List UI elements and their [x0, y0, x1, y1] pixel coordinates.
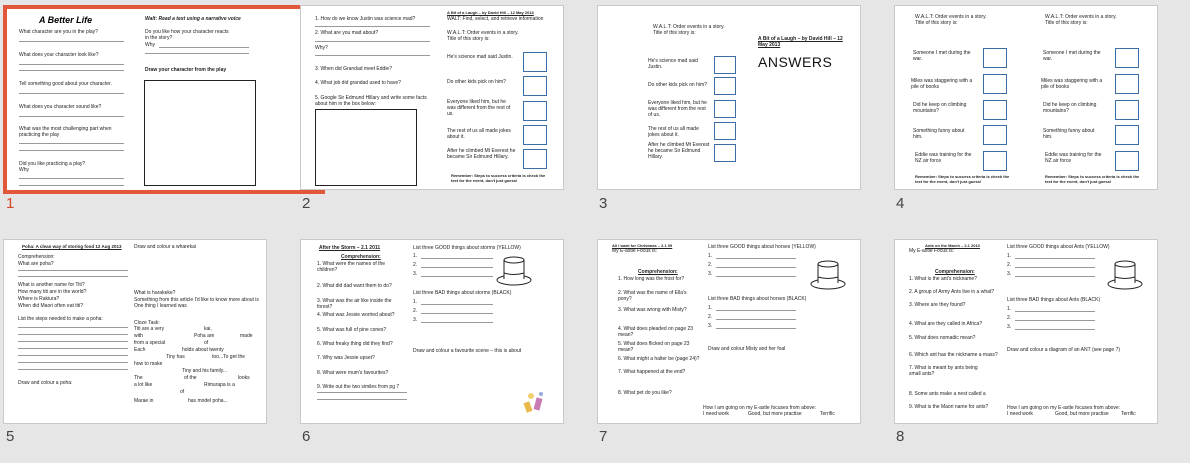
cloze-text: Titi are a very: [134, 326, 165, 332]
question: What character are you in the play?: [19, 29, 98, 35]
question: 5. What does nomadic mean?: [909, 335, 976, 341]
list-number: 3.: [708, 271, 713, 277]
event: Eddie was training for the NZ air force: [915, 152, 972, 164]
slide-number-6: 6: [302, 428, 311, 445]
question: 7. Why was Jessie upset?: [317, 355, 375, 361]
top-hat-icon: [1107, 256, 1143, 290]
question: 1. How long was the frost for?: [618, 276, 685, 282]
drawing-box: [144, 80, 256, 186]
question: 2. What was the name of Ella's pony?: [618, 290, 687, 302]
question: Did you like practicing a play?: [19, 161, 86, 167]
cloze-text: too...To get the: [212, 354, 246, 360]
slide-header: Ants on the March – 2.1 2010: [925, 243, 980, 248]
focus-progress: How I am going on my E-astle focuses from above:: [703, 405, 817, 411]
slide-header: After the Storm – 2.1 2011: [319, 245, 381, 251]
title-question: Title of this story is:: [915, 20, 958, 26]
cloze-text: from a special: [134, 340, 166, 346]
slide-thumbnail-3[interactable]: [597, 5, 861, 190]
list-number: 2.: [413, 262, 418, 268]
question: 5. Google Sir Edmund Hillary and write some facts: [315, 95, 427, 101]
list-number: 3.: [1007, 324, 1012, 330]
event: Someone I met during the war.: [913, 50, 971, 62]
cloze-text: Rimurapa is a: [204, 382, 235, 388]
cloze-text: Each: [134, 347, 146, 353]
slide-thumbnail-2[interactable]: [300, 5, 564, 190]
list-number: 2.: [413, 308, 418, 314]
title-question: Title of this story is:: [447, 36, 490, 42]
draw-instruction: Draw and colour a wharekai: [134, 244, 196, 250]
event: After he climbed Mt Everest he became Sir Edmund Hillary.: [447, 148, 516, 160]
list-number: 3.: [413, 271, 418, 277]
slide-thumbnail-1[interactable]: [3, 5, 325, 194]
event: Eddie was training for the NZ air force: [1045, 152, 1102, 164]
slide-thumbnail-4[interactable]: [894, 5, 1158, 190]
question: What are poha?: [18, 261, 54, 267]
cloze-text: Tiny and his family...: [182, 368, 228, 374]
event: He's science mad said Justin.: [648, 58, 698, 70]
slide-header: All I want for Christmas – 2.1 09: [612, 243, 673, 248]
list-number: 2.: [1007, 315, 1012, 321]
rating-option[interactable]: I need work: [703, 411, 729, 417]
cloze-text: a lot like: [134, 382, 153, 388]
slide-thumbnail-6[interactable]: [300, 239, 564, 424]
event: Everyone liked him, but he was different from the rest of us.: [648, 100, 707, 118]
list-number: 1.: [708, 253, 713, 259]
cloze-text: how to make: [134, 361, 163, 367]
footer-note: Remember: Steps to success criteria is check the text for the event, don't just guess!: [1045, 174, 1140, 184]
question: What does your character look like?: [19, 52, 99, 58]
list-number: 3.: [1007, 271, 1012, 277]
list-number: 1.: [413, 253, 418, 259]
list-number: 1.: [413, 299, 418, 305]
slide-thumbnail-7[interactable]: [597, 239, 861, 424]
event: Do other kids pick on him?: [648, 82, 707, 88]
question: 7. What is meant by ants being small ants?: [909, 365, 978, 377]
event: Miles was staggering with a pile of books: [911, 78, 973, 90]
question: What is another name for Titi?: [18, 282, 85, 288]
question: Draw and colour a poha:: [18, 380, 73, 386]
question: When did Maori often eat titi?: [18, 303, 84, 309]
storm-clipart-icon: [521, 388, 549, 416]
slide-number-1: 1: [6, 195, 15, 212]
question: 6. What might a halter be (page 24)?: [618, 356, 700, 362]
question: How many titi are in the world?: [18, 289, 87, 295]
cloze-text: of: [180, 389, 185, 395]
question: What is harakeke?: [134, 290, 176, 296]
question: Tell something good about your character.: [19, 81, 112, 87]
question: 5. What does flicked on page 23 mean?: [618, 341, 690, 353]
list-instruction: List three BAD things about horses (BLACK): [708, 296, 807, 302]
footer-note: Remember: Steps to success criteria is check the text for the event, don't just guess!: [915, 174, 1010, 184]
question: What does you character sound like?: [19, 104, 102, 110]
focus-label: My E-astle Focus is:: [909, 248, 955, 254]
cloze-text: of: [204, 340, 209, 346]
question: 8. Some ants make a nest called a: [909, 391, 986, 397]
question: about him in the box below:: [315, 101, 376, 107]
question: 3. When did Grandad meet Eddie?: [315, 66, 392, 72]
rating-option[interactable]: Terrific: [1121, 411, 1136, 417]
footer-note: Remember: Steps to success criteria is check the text for the event, don't just guess!: [451, 173, 546, 183]
top-hat-icon: [810, 256, 846, 290]
event: Did he keep on climbing mountains?: [913, 102, 967, 114]
question: Why: [19, 167, 29, 173]
cloze-text: Tiny has: [166, 354, 185, 360]
comprehension-title: Comprehension:: [935, 269, 975, 275]
question: 3. What was the air like inside the forest?: [317, 298, 392, 310]
slide-header: A Bit of a Laugh – by David Hill – 12 May 2013: [758, 36, 843, 48]
list-number: 1.: [1007, 306, 1012, 312]
question: Do you like how your character reacts: [145, 29, 229, 35]
list-instruction: List three BAD things about Ants (BLACK): [1007, 297, 1101, 303]
question: List the steps needed to make a poha:: [18, 316, 103, 322]
slide-thumbnail-5[interactable]: [3, 239, 267, 424]
list-number: 2.: [1007, 262, 1012, 268]
question: 1. How do we know Justin was science mad?: [315, 16, 416, 22]
question: Why?: [315, 45, 328, 51]
question: One thing I learned was: [134, 303, 187, 309]
facts-box: [315, 109, 417, 186]
question: 8. What pet do you like?: [618, 390, 672, 396]
walt: WALT: Find, select, and retrieve information: [447, 16, 544, 22]
cloze-text: looks: [238, 375, 250, 381]
draw-instruction: Draw and colour a favourite scene – this is about: [413, 348, 522, 354]
slide-subtitle: Walt: Read a text using a narrative voice: [145, 16, 241, 22]
question: 9. What is the Maori name for ants?: [909, 404, 989, 410]
event: Miles was staggering with a pile of books: [1041, 78, 1103, 90]
slide-number-8: 8: [896, 428, 905, 445]
question: 4. What are they called in Africa?: [909, 321, 983, 327]
list-number: 3.: [708, 323, 713, 329]
cloze-text: The: [134, 375, 143, 381]
focus-progress: How I am going on my E-astle focuses from above:: [1007, 405, 1121, 411]
list-instruction: List three GOOD things about Ants (YELLOW): [1007, 244, 1110, 250]
event: Something funny about him.: [913, 128, 965, 140]
rating-option[interactable]: Good, but more practise: [1055, 411, 1109, 417]
slide-number-3: 3: [599, 195, 608, 212]
slide-thumbnail-8[interactable]: [894, 239, 1158, 424]
question: 9. Write out the two similes from pg 7: [317, 384, 400, 390]
rating-option[interactable]: Good, but more practise: [748, 411, 802, 417]
list-instruction: List three GOOD things about horses (YELLOW): [708, 244, 816, 250]
list-number: 2.: [708, 314, 713, 320]
slide-number-5: 5: [6, 428, 15, 445]
question: 4. What was Jessie worried about?: [317, 312, 395, 318]
question: 5. What was full of pine cones?: [317, 327, 387, 333]
question: 3. What was wrong with Misty?: [618, 307, 687, 313]
slide-title: A Better Life: [39, 15, 93, 25]
event: The rest of us all made jokes about it.: [648, 126, 699, 138]
event: Someone I met during the war.: [1043, 50, 1101, 62]
walt: W.A.L.T: Order events in a story.: [1045, 14, 1117, 20]
slide-number-7: 7: [599, 428, 608, 445]
cloze-text: Poha are: [194, 333, 215, 339]
question: 2. What did dad want them to do?: [317, 283, 392, 289]
rating-option[interactable]: I need work: [1007, 411, 1033, 417]
question: Why: [145, 42, 155, 48]
cloze-text: Marae in: [134, 398, 154, 404]
question: Comprehension:: [18, 254, 55, 260]
event: Everyone liked him, but he was different from the rest of us.: [447, 99, 511, 117]
list-number: 3.: [413, 317, 418, 323]
question: 1. What is the ant's nickname?: [909, 276, 977, 282]
walt: W.A.L.T: Order events in a story.: [915, 14, 987, 20]
question: 6. Which ant has the nickname a mass?: [909, 352, 998, 358]
cloze-text: of the: [184, 375, 197, 381]
cloze-text: made: [240, 333, 253, 339]
cloze-text: kai,: [204, 326, 212, 332]
focus-label: My E-astle Focus is:: [612, 248, 658, 254]
list-number: 1.: [1007, 253, 1012, 259]
event: The rest of us all made jokes about it.: [447, 128, 511, 140]
question: 4. What does pleaded on page 23 mean?: [618, 326, 694, 338]
event: Did he keep on climbing mountains?: [1043, 102, 1097, 114]
question: 2. A group of Army Ants live in a what?: [909, 289, 995, 295]
question: 6. What freaky thing did they find?: [317, 341, 393, 347]
slide-number-4: 4: [896, 195, 905, 212]
walt: W.A.L.T: Order events in a story.: [653, 24, 725, 30]
draw-instruction: Draw and colour Misty and her foal: [708, 346, 786, 352]
event: He's science mad said Justin.: [447, 54, 513, 60]
question: practicing the play: [19, 132, 60, 138]
cloze-text: holds about twenty: [182, 347, 224, 353]
event: After he climbed Mt Everest he became Sir Edmund Hillary.: [648, 142, 710, 160]
slide-header: A Bit of a Laugh – by David Hill – 12 May 2013: [447, 10, 534, 15]
question: 7. What happened at the end?: [618, 369, 686, 375]
cloze-text: has model poha...: [188, 398, 228, 404]
event: Something funny about him.: [1043, 128, 1095, 140]
title-question: Title of this story is:: [653, 30, 696, 36]
question: Something from this article I'd like to know more about is: [134, 297, 259, 303]
draw-instruction: Draw your character from the play: [145, 67, 227, 73]
slide-header: Poha: A clean way of storing food 12 Aug 2013: [22, 244, 122, 249]
question: 1. What were the names of the children?: [317, 261, 386, 273]
question: Where is Rakiura?: [18, 296, 60, 302]
list-number: 1.: [708, 305, 713, 311]
comprehension-title: Comprehension:: [638, 269, 678, 275]
question: 2. What are you mad about?: [315, 30, 379, 36]
answers-title: ANSWERS: [758, 54, 833, 70]
question: 4. What job did grandad used to have?: [315, 80, 401, 86]
rating-option[interactable]: Terrific: [820, 411, 835, 417]
top-hat-icon: [496, 252, 532, 286]
cloze-text: with: [134, 333, 143, 339]
list-instruction: List three BAD things about storms (BLACK): [413, 290, 512, 296]
question: 8. What were mum's favourites?: [317, 370, 389, 376]
title-question: Title of this story is:: [1045, 20, 1088, 26]
event: Do other kids pick on him?: [447, 79, 506, 85]
question: in the story?: [145, 35, 173, 41]
question: What was the most challenging part when: [19, 126, 112, 132]
comprehension-title: Comprehension:: [341, 254, 381, 260]
slide-number-2: 2: [302, 195, 311, 212]
list-instruction: List three GOOD things about storms (YELLOW): [413, 245, 521, 251]
cloze-title: Cloze Task:: [134, 320, 160, 326]
question: 3. Where are they found?: [909, 302, 966, 308]
walt: W.A.L.T: Order events in a story.: [447, 30, 519, 36]
list-number: 2.: [708, 262, 713, 268]
draw-instruction: Draw and colour a diagram of an ANT (see page 7): [1007, 347, 1121, 353]
